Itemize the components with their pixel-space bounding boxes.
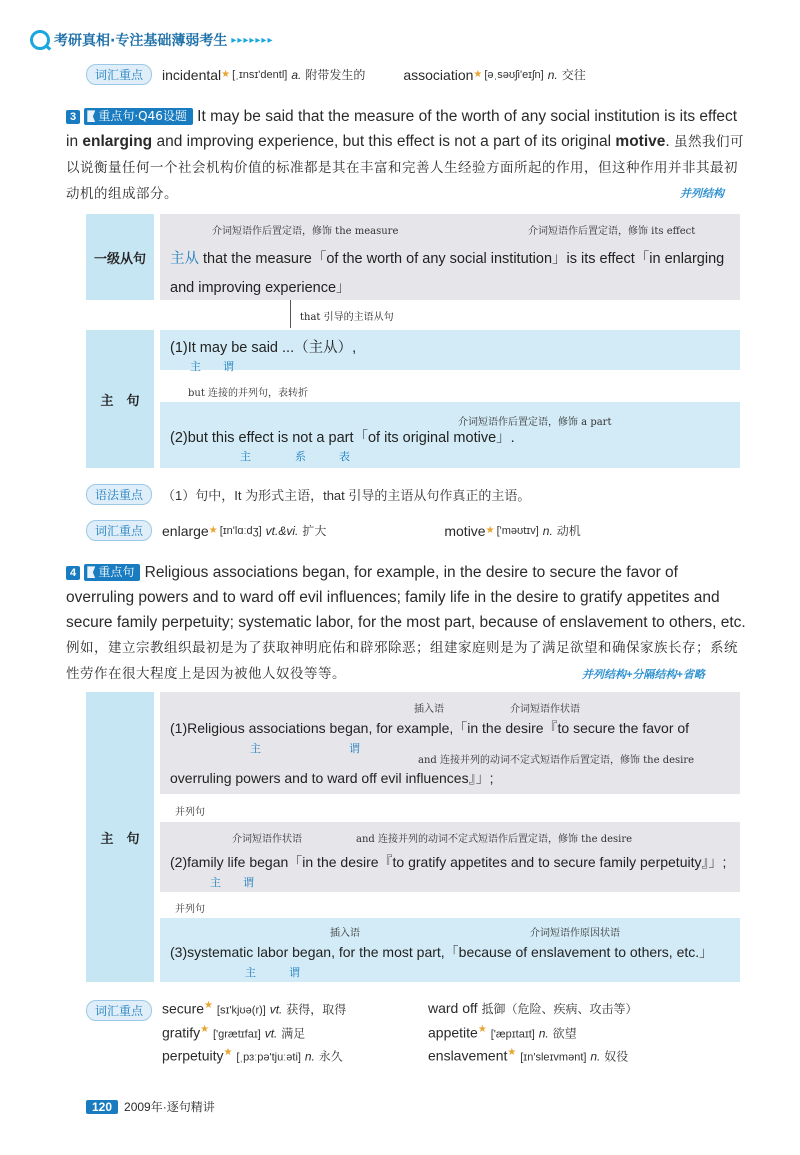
vocab-tag: 词汇重点	[86, 1000, 152, 1021]
connector-line	[290, 300, 291, 328]
vocab-meaning: 抵御（危险、疾病、攻击等）	[481, 1002, 638, 1016]
vocab-word: enslavement	[428, 1047, 508, 1064]
grammar-row	[86, 484, 530, 505]
vocab-pos: n.	[538, 1026, 549, 1041]
vocab-pos: n.	[304, 1049, 315, 1064]
vocab-meaning: 扩大	[302, 524, 327, 538]
vocab-word: ward off	[428, 1000, 478, 1016]
clause-line: (1)It may be said ...（主从）,	[170, 340, 357, 356]
sentence-translation: 例如，建立宗教组织最初是为了获取神明庇佑和辟邪除恶；组建家庭则是为了满足欲望和确保家族长存；系统性劳作在很大程度上是因为被他人奴役等等。	[66, 640, 738, 682]
role-labels: 主 谓	[245, 967, 300, 979]
sentence-3	[66, 104, 746, 207]
main-clause-label: 主 句	[86, 330, 154, 468]
vocab-phonetic: [ˌɪnsɪ'dentl]	[232, 68, 288, 81]
vocab-pos: a.	[291, 67, 302, 82]
clause-line: (2)family life began「in the desire『to gratify appetites and to secure family perpetuity』」;	[170, 854, 727, 870]
star-icon: ★	[507, 1047, 517, 1059]
annotation: and 连接并列的动词不定式短语作后置定语，修饰 the desire	[356, 834, 633, 845]
vocab-phonetic: [ɪn'lɑːdʒ]	[219, 524, 262, 537]
page-number: 120	[86, 1100, 118, 1114]
vocab-word: motive	[444, 522, 486, 539]
star-icon: ★	[208, 525, 218, 536]
annotation: 介词短语作原因状语	[530, 928, 620, 939]
vocab-phonetic: [əˌsəʊʃi'eɪʃn]	[484, 68, 544, 81]
annotation: that 引导的主语从句	[300, 312, 394, 323]
key-sentence-tag: 重点句	[84, 564, 140, 581]
key-sentence-tag: 重点句·Q46设题	[84, 108, 193, 125]
page-footer	[86, 1098, 215, 1115]
vocab-block-3	[86, 1000, 152, 1021]
grammar-text: （1）句中，It 为形式主语，that 引导的主语从句作真正的主语。	[162, 488, 531, 503]
vocab-meaning: 附带发生的	[305, 68, 366, 82]
vocab-tag: 词汇重点	[86, 64, 152, 85]
vocab-pos: n.	[547, 67, 558, 82]
vocab-pos: vt.	[269, 1002, 283, 1017]
keyword: enlarging	[82, 133, 153, 150]
vocab-item	[428, 1047, 728, 1065]
vocab-item	[162, 1047, 428, 1065]
vocab-meaning: 动机	[556, 524, 581, 538]
role-labels: 主 系 表	[240, 451, 350, 463]
annotation: 插入语	[414, 704, 444, 715]
header-title: 考研真相·专注基础薄弱考生	[54, 33, 228, 49]
logo-icon	[30, 30, 50, 50]
sentence-translation: 虽然我们可以说衡量任何一个社会机构价值的标准都是其在丰富和完善人生经验方面所起的作用，但这种作用并非其最初动机的组成部分。	[66, 134, 745, 202]
page-header	[30, 28, 273, 52]
clause-line: (1)Religious associations began, for example,「in the desire『to secure the favor of	[170, 720, 690, 736]
vocab-list	[162, 1000, 742, 1065]
vocab-phonetic: ['məʊtɪv]	[496, 524, 539, 537]
vocab-word: incidental	[162, 66, 222, 83]
structure-label: 并列结构+分隔结构+省略	[582, 669, 705, 681]
sentence-text: It may be said that the measure of the worth of any social institution is its effect in	[66, 108, 738, 150]
vocab-item	[428, 1024, 728, 1042]
vocab-word: enlarge	[162, 522, 209, 539]
sentence-text: and improving experience, but this effect is not a part of its original	[156, 133, 612, 150]
vocab-meaning: 交往	[561, 68, 586, 82]
annotation: but 连接的并列句，表转折	[188, 388, 309, 399]
header-arrows: ▸▸▸▸▸▸▸	[231, 34, 274, 46]
annotation: 插入语	[330, 928, 360, 939]
clause-line: (2)but this effect is not a part「of its original motive」.	[170, 430, 515, 446]
sentence-number: 4	[66, 566, 80, 580]
footer-title: 2009年·逐句精讲	[124, 1100, 215, 1114]
vocab-phonetic: [ɪn'sleɪvmənt]	[520, 1051, 587, 1064]
clause-line: and improving experience」	[170, 280, 351, 296]
coordinate-note: 并列句	[175, 904, 205, 915]
vocab-phonetic: ['ɡrætɪfaɪ]	[212, 1028, 261, 1041]
vocab-word: association	[403, 66, 474, 83]
main-clause-label: 主 句	[86, 692, 154, 982]
star-icon: ★	[223, 1047, 233, 1059]
vocab-pos: n.	[542, 523, 553, 538]
vocab-pos: n.	[590, 1049, 601, 1064]
annotation: 介词短语作状语	[232, 834, 302, 845]
star-icon: ★	[204, 1000, 213, 1011]
vocab-word: perpetuity	[162, 1047, 224, 1064]
star-icon: ★	[221, 69, 231, 80]
role-labels: 主 谓	[190, 361, 234, 373]
vocab-phonetic: [ˌpɜːpə'tjuːəti]	[236, 1051, 301, 1064]
vocab-row-1	[86, 64, 586, 85]
clause-line	[170, 247, 724, 268]
role-labels: 主 谓	[250, 743, 360, 755]
vocab-meaning: 获得，取得	[286, 1002, 347, 1017]
role-labels: 主 谓	[210, 877, 254, 889]
vocab-word: appetite	[428, 1024, 478, 1041]
sentence-number: 3	[66, 110, 80, 124]
vocab-item	[428, 1000, 728, 1018]
star-icon: ★	[477, 1023, 487, 1035]
vocab-phonetic: ['æpɪtaɪt]	[490, 1028, 535, 1041]
annotation: and 连接并列的动词不定式短语作后置定语，修饰 the desire	[418, 755, 695, 766]
vocab-word: gratify	[162, 1024, 201, 1041]
star-icon: ★	[200, 1023, 210, 1035]
vocab-meaning: 欲望	[552, 1026, 577, 1041]
vocab-item	[162, 1000, 428, 1018]
keyword: motive	[615, 133, 666, 150]
clause-line: overruling powers and to ward off evil influences』」;	[170, 770, 494, 786]
vocab-pos: vt.	[264, 1026, 278, 1041]
vocab-word: secure	[162, 1000, 205, 1017]
annotation: 介词短语作后置定语，修饰 the measure	[212, 226, 399, 237]
vocab-meaning: 奴役	[604, 1049, 629, 1064]
clause-text: that the measure「of the worth of any social institution」is its effect「in enlarging	[199, 251, 725, 267]
vocab-pos: vt.&vi.	[265, 523, 299, 538]
sentence-text: .	[665, 133, 670, 150]
annotation: 介词短语作后置定语，修饰 its effect	[528, 226, 696, 237]
vocab-phonetic: [sɪ'kjʊə(r)]	[216, 1004, 266, 1017]
vocab-row-2	[86, 520, 581, 541]
clause-line: (3)systematic labor began, for the most part,「because of enslavement to others, etc.」	[170, 944, 714, 960]
coordinate-note: 并列句	[175, 807, 205, 818]
star-icon: ★	[485, 525, 495, 536]
level1-clause-label: 一级从句	[86, 214, 154, 300]
vocab-meaning: 满足	[281, 1026, 306, 1041]
annotation: 介词短语作状语	[510, 704, 580, 715]
vocab-meaning: 永久	[318, 1049, 343, 1064]
sentence-text: Religious associations began, for example, in the desire to secure the favor of overruling powers and to ward off evil influences; family life in the desire to gratify appetites and secure family perpetuity; systematic labor, for the most part, because of enslavement to others, etc.	[66, 564, 746, 631]
grammar-tag: 语法重点	[86, 484, 152, 505]
structure-label: 并列结构	[680, 188, 724, 200]
annotation: 介词短语作后置定语，修饰 a part	[458, 417, 612, 428]
clause-marker: 主从	[170, 251, 199, 267]
vocab-item	[162, 1024, 428, 1042]
vocab-tag: 词汇重点	[86, 520, 152, 541]
star-icon: ★	[473, 69, 483, 80]
